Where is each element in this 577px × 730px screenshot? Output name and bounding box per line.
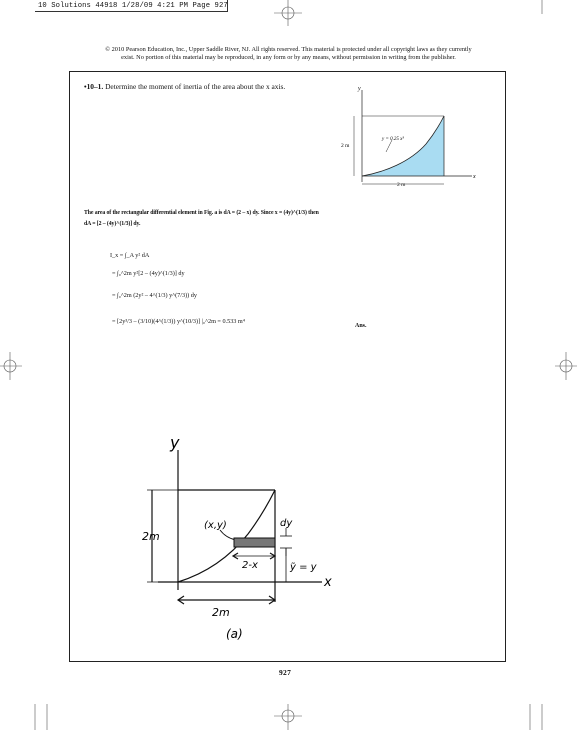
copyright-line-1: © 2010 Pearson Education, Inc., Upper Saddle River, NJ. All rights reserved. This material is protected under all copyright laws as they currently (105, 46, 472, 53)
height-label: 2m (142, 530, 160, 543)
width-label: 2m (212, 606, 230, 619)
page-number: 927 (279, 668, 292, 677)
figure-caption: (a) (226, 627, 243, 641)
figure-area-diagram (330, 82, 480, 192)
header-slug: 10 Solutions 44918 1/28/09 4:21 PM Page 927 (38, 2, 228, 10)
solution-intro (84, 208, 384, 230)
copyright-line-2: exist. No portion of this material may be reproduced, in any form or by any means, without permission in writing from the publisher. (121, 54, 456, 61)
problem-text: Determine the moment of inertia of the area about the x axis. (105, 82, 286, 91)
problem-statement (84, 82, 294, 92)
equation-3: = ∫₀^2m (2y² – 4^(1/3) y^(7/3)) dy (112, 292, 197, 299)
copyright-notice (70, 46, 507, 62)
y-axis-label: y (170, 433, 180, 452)
dy-label: dy (280, 518, 293, 529)
y-bar-label: ỹ = y (290, 562, 317, 573)
height-label: 2 m (341, 143, 350, 149)
solution-line-1: The area of the rectangular differential element in Fig. a is dA = (2 – x) dy. Since x = (4y)^(1/3) then (84, 210, 319, 216)
x-axis-label: x (473, 174, 476, 180)
differential-strip (234, 538, 275, 547)
solution-line-2: dA = [2 – (4y)^(1/3)] dy. (84, 221, 141, 227)
y-axis-label: y (358, 86, 361, 92)
figure-a-diagram (140, 432, 360, 647)
equation-2: = ∫₀^2m y²[2 – (4y)^(1/3)] dy (112, 270, 185, 277)
problem-number: •10–1. (84, 82, 104, 91)
shaded-area (362, 116, 444, 176)
width-label: 2 m (397, 182, 406, 188)
point-label: (x,y) (204, 520, 227, 531)
x-axis-label: x (324, 575, 332, 590)
answer-tag: Ans. (355, 323, 367, 329)
equation-1: I_x = ∫_A y² dA (110, 252, 150, 259)
equation-4: = [2y³/3 – (3/10)(4^(1/3)) y^(10/3)] |₀^2m = 0.533 m⁴ (112, 318, 245, 325)
curve-label: y = 0.25 x³ (382, 137, 404, 142)
strip-length-label: 2-x (242, 560, 258, 571)
